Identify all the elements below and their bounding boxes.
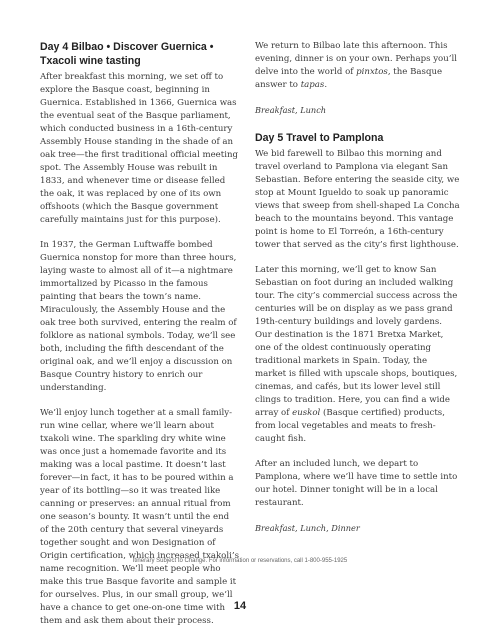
day5-paragraph-1: We bid farewell to Bilbao this morning and travel overland to Pamplona via elegant San Sebastian. Before entering the seaside city, we stop at Mount Igueldo to soak up panoramic views that sweep from shell-shaped La Concha beach to the mountains beyond. This vantage point is home to El Torreón, a 16th-century tower that served as the city’s first lighthouse. <box>255 149 460 250</box>
day4-evening-text-1: We return to Bilbao late this afternoon. This evening, dinner is on your own. Perhaps you’ll delve into the world of <box>255 41 457 77</box>
day5-p2-text-1: Later this morning, we’ll get to know San Sebastian on foot during an included walking tour. The city’s commercial success across the centuries will be on display as we pass grand 19th-century buildings and lovely gardens. Our destination is the 1871 Bretxa Market, one of the oldest continuously operating traditional markets in Spain. Today, the market is filled with upscale shops, boutiques, cinemas, and cafés, but its lower level still clings to tradition. Here, you can find a wide array of <box>255 265 458 418</box>
day5-p2-text-2: (Basque certified) products, from local vegetables and meats to fresh-caught fish. <box>255 408 445 444</box>
day5-paragraph-3: After an included lunch, we depart to Pamplona, where we’ll have time to settle into our hotel. Dinner tonight will be in a local restaurant. <box>255 459 458 508</box>
left-column <box>40 40 240 640</box>
day4-evening-text-3: . <box>324 80 328 90</box>
day4-heading: Day 4 Bilbao • Discover Guernica • Txacoli wine tasting <box>40 41 214 67</box>
day4-paragraph-2: In 1937, the German Luftwaffe bombed Guernica nonstop for more than three hours, laying waste to almost all of it—a nightmare immortalized by Picasso in the famous painting that bears the town’s name. Miraculously, the Assembly House and the oak tree both survived, entering the realm of folklore as national symbols. Today, we’ll see both, including the fifth descendant of the original oak, and we’ll enjoy a discussion on Basque Country history to enrich our understanding. <box>40 240 237 393</box>
day5-meals: Breakfast, Lunch, Dinner <box>255 523 360 533</box>
day4-paragraph-3: We’ll enjoy lunch together at a small family-run wine cellar, where we’ll learn about txakoli wine. The sparkling dry white wine was once just a homemade favorite and its making was a local pastime. It doesn’t last forever—in fact, it has to be poured within a year of its bottling—so it was treated like canning or preserves: an annual ritual from one season’s bounty. It wasn’t until the end of the 20th century that several vineyards together sought and won Designation of Origin certification, which increased txakoli’s name recognition. We’ll meet people who make this true Basque favorite and sample it for ourselves. Plus, in our small group, we’ll have a chance to get one-on-one time with them and ask them about their process. <box>40 408 239 626</box>
right-column <box>255 40 460 549</box>
day4-evening-pinxtos: pinxtos <box>356 67 388 77</box>
day4-evening-paragraph <box>255 40 460 92</box>
day4-evening-tapas: tapas <box>300 80 325 90</box>
footer-note: Itinerary Subject to Change. For information or reservations, call 1-800-955-1925 <box>132 558 348 564</box>
day4-meals: Breakfast, Lunch <box>255 105 327 115</box>
day5-heading: Day 5 Travel to Pamplona <box>255 132 384 144</box>
day4-evening-text-2: , the Basque answer to <box>255 67 443 90</box>
day5-p2-euskol: euskol <box>292 408 321 418</box>
day5-paragraph-2 <box>255 264 460 446</box>
day4-paragraph-1: After breakfast this morning, we set off to explore the Basque coast, beginning in Guernica. Established in 1366, Guernica was the eventual seat of the Basque parliament, which conducted business in a 16th-century Assembly House standing in the shade of an oak tree—the first traditional official meeting spot. The Assembly House was rebuilt in 1833, and whenever time or disease felled the oak, it was replaced by one of its own offshoots (which the Basque government carefully maintains just for this purpose). <box>40 72 239 225</box>
page-number: 14 <box>233 600 247 612</box>
